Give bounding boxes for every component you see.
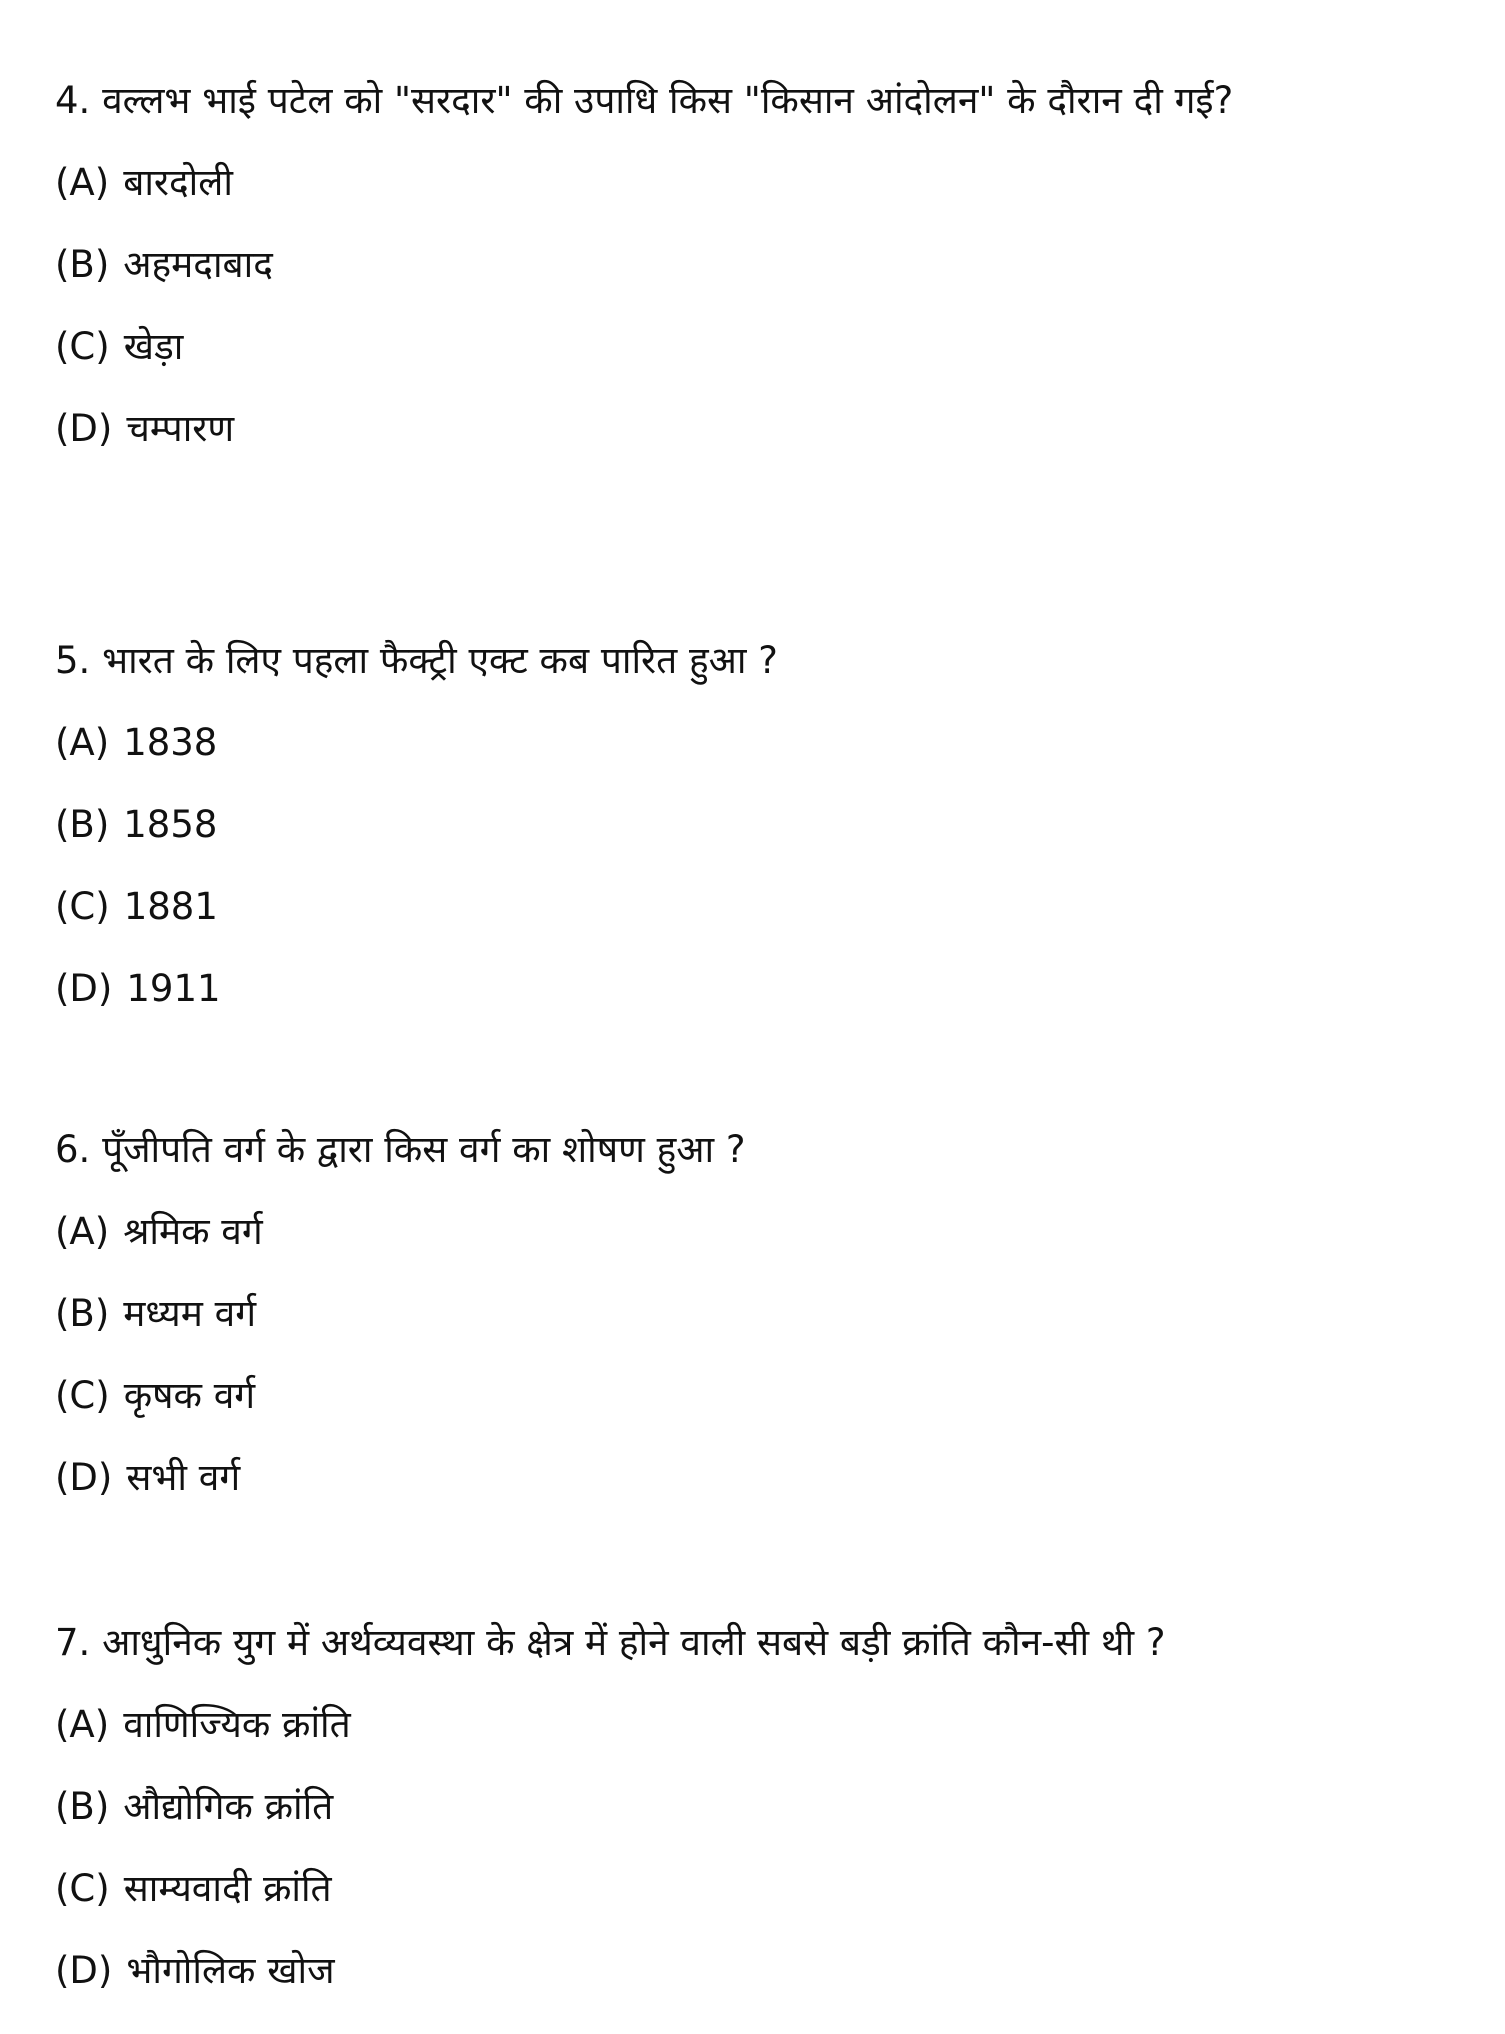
option-text: कृषक वर्ग	[123, 1374, 256, 1417]
option-text: मध्यम वर्ग	[123, 1292, 257, 1335]
option-a	[55, 142, 1445, 224]
option-label: (A)	[55, 161, 110, 204]
option-text: श्रमिक वर्ग	[123, 1210, 263, 1253]
option-d	[55, 388, 1445, 470]
option-d	[55, 1437, 1445, 1519]
option-label: (D)	[55, 407, 113, 450]
question-text	[55, 1602, 1445, 1684]
option-a	[55, 702, 1445, 784]
question-4	[55, 60, 1445, 470]
option-label: (D)	[55, 1456, 113, 1499]
question-6	[55, 1109, 1445, 1519]
option-text: औद्योगिक क्रांति	[123, 1785, 334, 1828]
option-label: (A)	[55, 1703, 110, 1746]
option-label: (A)	[55, 1210, 110, 1253]
option-c	[55, 1848, 1445, 1930]
option-d	[55, 948, 1445, 1030]
option-text: वाणिज्यिक क्रांति	[123, 1703, 351, 1746]
option-text: भौगोलिक खोज	[126, 1949, 335, 1992]
option-label: (C)	[55, 1867, 110, 1910]
question-5	[55, 620, 1445, 1030]
option-text: अहमदाबाद	[123, 243, 273, 286]
option-label: (C)	[55, 885, 110, 928]
question-number: 4.	[55, 79, 91, 122]
option-text: साम्यवादी क्रांति	[123, 1867, 332, 1910]
option-label: (B)	[55, 803, 110, 846]
option-label: (D)	[55, 1949, 113, 1992]
option-text: सभी वर्ग	[126, 1456, 241, 1499]
option-label: (A)	[55, 721, 110, 764]
question-body: पूँजीपति वर्ग के द्वारा किस वर्ग का शोषण हुआ ?	[102, 1128, 746, 1171]
option-b	[55, 224, 1445, 306]
question-text	[55, 1109, 1445, 1191]
question-7	[55, 1602, 1445, 2012]
option-b	[55, 784, 1445, 866]
option-c	[55, 1355, 1445, 1437]
option-label: (B)	[55, 243, 110, 286]
option-label: (C)	[55, 325, 110, 368]
option-b	[55, 1766, 1445, 1848]
option-c	[55, 866, 1445, 948]
option-text: 1838	[123, 721, 218, 764]
option-label: (B)	[55, 1292, 110, 1335]
question-text	[55, 620, 1445, 702]
question-text	[55, 60, 1445, 142]
option-text: 1911	[126, 967, 221, 1010]
question-body: आधुनिक युग में अर्थव्यवस्था के क्षेत्र में होने वाली सबसे बड़ी क्रांति कौन-सी थी ?	[102, 1621, 1166, 1664]
option-c	[55, 306, 1445, 388]
option-a	[55, 1191, 1445, 1273]
option-text: 1881	[123, 885, 218, 928]
question-number: 5.	[55, 639, 91, 682]
question-body: भारत के लिए पहला फैक्ट्री एक्ट कब पारित हुआ ?	[102, 639, 778, 682]
option-text: बारदोली	[123, 161, 233, 204]
option-d	[55, 1930, 1445, 2012]
option-text: चम्पारण	[126, 407, 235, 450]
option-label: (B)	[55, 1785, 110, 1828]
option-a	[55, 1684, 1445, 1766]
option-label: (D)	[55, 967, 113, 1010]
option-text: खेड़ा	[123, 325, 184, 368]
question-number: 6.	[55, 1128, 91, 1171]
option-b	[55, 1273, 1445, 1355]
option-text: 1858	[123, 803, 218, 846]
question-number: 7.	[55, 1621, 91, 1664]
question-body: वल्लभ भाई पटेल को "सरदार" की उपाधि किस "किसान आंदोलन" के दौरान दी गई?	[102, 79, 1234, 122]
option-label: (C)	[55, 1374, 110, 1417]
